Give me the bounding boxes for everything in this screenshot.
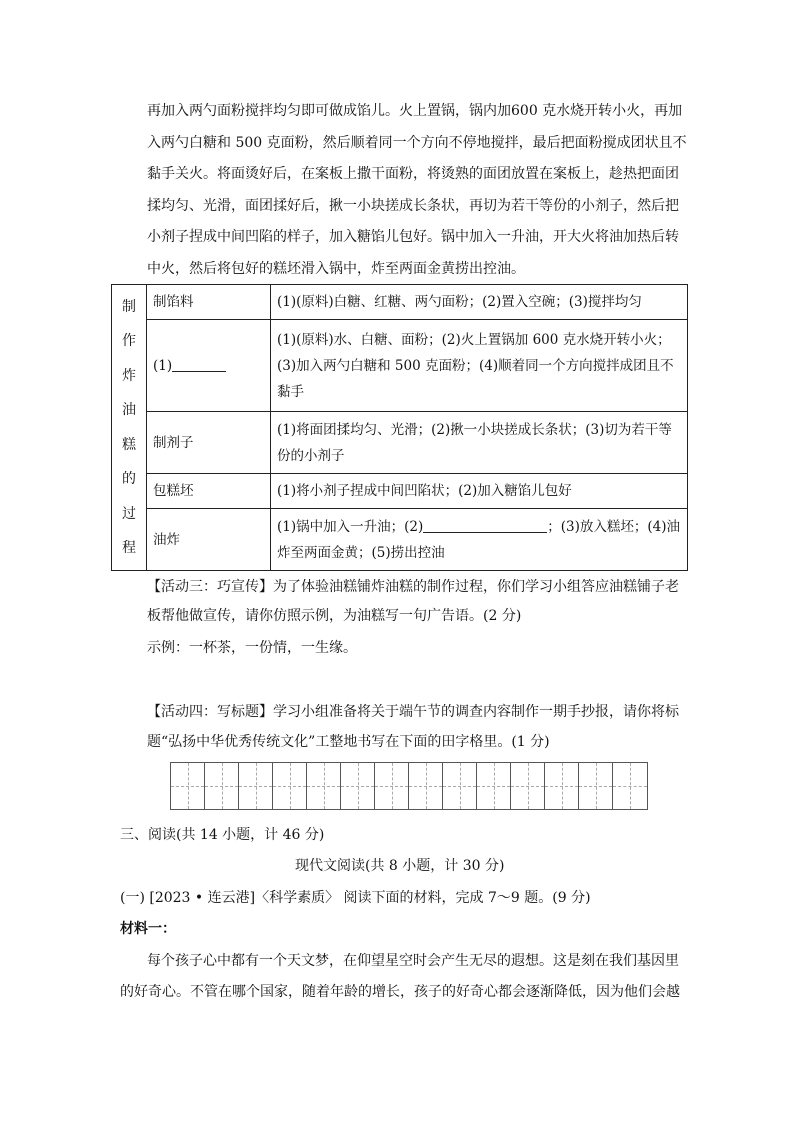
grid-cell[interactable] <box>273 763 307 809</box>
grid-cell[interactable] <box>477 763 511 809</box>
step-cell-blank[interactable]: (1) <box>147 320 271 412</box>
grid-cell[interactable] <box>579 763 613 809</box>
grid-cell[interactable] <box>171 763 205 809</box>
grid-cell[interactable] <box>307 763 341 809</box>
grid-cell[interactable] <box>341 763 375 809</box>
content-cell: (1)(原料)白糖、红糖、两勺面粉；(2)置入空碗；(3)搅拌均匀 <box>271 285 688 320</box>
intro-paragraph <box>147 96 687 285</box>
activity3-example: 示例：一杯茶，一份情，一生缘。 <box>147 640 357 656</box>
writing-grid[interactable] <box>170 762 648 810</box>
section3-subheading: 现代文阅读(共 8 小题，计 30 分) <box>295 858 505 874</box>
intro-line: 中火，然后将包好的糕坯滑入锅中，炸至两面金黄捞出控油。 <box>147 260 525 277</box>
content-cell[interactable]: (1)锅中加入一升油；(2) ；(3)放入糕坯；(4)油炸至两面金黄；(5)捞出控油 <box>271 509 688 571</box>
activity4-line1: 【活动四：写标题】学习小组准备将关于端午节的调查内容制作一期手抄报，请你将标 <box>147 704 679 720</box>
answer-blank[interactable] <box>423 516 547 533</box>
grid-cell[interactable] <box>613 763 647 809</box>
activity4-line2: 题“弘扬中华优秀传统文化”工整地书写在下面的田字格里。(1 分) <box>147 734 550 750</box>
section3-heading: 三、阅读(共 14 小题，计 46 分) <box>120 827 325 843</box>
grid-cell[interactable] <box>545 763 579 809</box>
activity3-line2: 板帮他做宣传，请你仿照示例，为油糕写一句广告语。(2 分) <box>147 608 522 624</box>
process-table <box>111 284 688 571</box>
grid-cell[interactable] <box>239 763 273 809</box>
content-cell: (1)将小剂子捏成中间凹陷状；(2)加入糖馅儿包好 <box>271 474 688 509</box>
step-cell: 制馅料 <box>147 285 271 320</box>
activity3-line1: 【活动三：巧宣传】为了体验油糕铺炸油糕的制作过程，你们学习小组答应油糕铺子老 <box>147 579 679 595</box>
intro-line: 再加入两勺面粉搅拌均匀即可做成馅儿。火上置锅，锅内加600 克水烧开转小火，再加 <box>147 103 683 119</box>
intro-line: 小剂子捏成中间凹陷的样子，加入糖馅儿包好。锅中加入一升油，开大火将油加热后转 <box>147 229 679 245</box>
intro-line: 揉均匀、光滑，面团揉好后，揪一小块搓成长条状，再切为若干等份的小剂子，然后把 <box>147 197 679 214</box>
grid-cell[interactable] <box>409 763 443 809</box>
material-line2: 的好奇心。不管在哪个国家，随着年龄的增长，孩子的好奇心都会逐渐降低，因为他们会越 <box>120 984 680 1000</box>
side-label: 制 作 炸 油 糕 的 过 程 <box>112 285 147 571</box>
content-cell: (1)将面团揉均匀、光滑；(2)揪一小块搓成长条状；(3)切为若干等份的小剂子 <box>271 412 688 474</box>
answer-blank[interactable] <box>172 355 226 372</box>
material-line1: 每个孩子心中都有一个天文梦，在仰望星空时会产生无尽的遐想。这是刻在我们基因里 <box>147 953 679 969</box>
grid-cell[interactable] <box>375 763 409 809</box>
grid-cell[interactable] <box>511 763 545 809</box>
step-cell: 包糕坯 <box>147 474 271 509</box>
grid-cell[interactable] <box>443 763 477 809</box>
step-cell: 油炸 <box>147 509 271 571</box>
question-intro: (一) [2023 • 连云港]〈科学素质〉 阅读下面的材料，完成 7～9 题。(9 分) <box>120 890 591 906</box>
intro-line: 黏手关火。将面烫好后，在案板上撒干面粉，将烫熟的面团放置在案板上，趁热把面团 <box>147 166 679 182</box>
content-cell: (1)(原料)水、白糖、面粉；(2)火上置锅加 600 克水烧开转小火；(3)加入两勺白糖和 500 克面粉；(4)顺着同一个方向搅拌成团且不黏手 <box>271 320 688 412</box>
material-title: 材料一： <box>120 921 176 937</box>
intro-line: 入两勺白糖和 500 克面粉，然后顺着同一个方向不停地搅拌，最后把面粉搅成团状且不 <box>147 134 687 151</box>
step-cell: 制剂子 <box>147 412 271 474</box>
grid-cell[interactable] <box>205 763 239 809</box>
